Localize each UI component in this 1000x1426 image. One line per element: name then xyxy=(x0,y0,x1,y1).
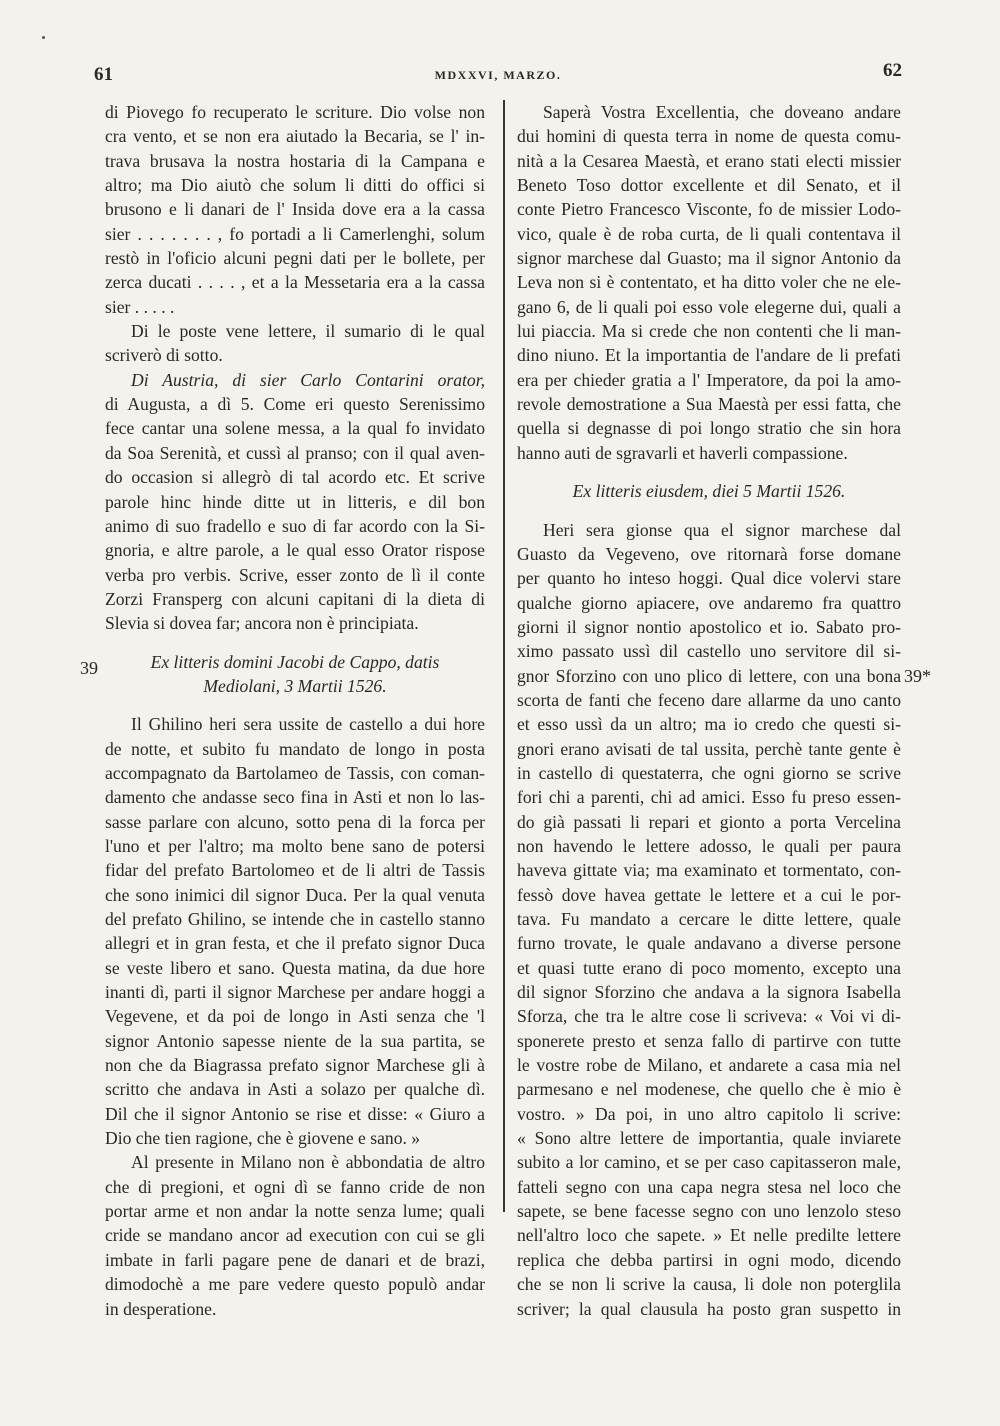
text-line: gnori erano avisati de tal ussita, perchè tante gente è xyxy=(517,738,901,759)
text-line: « Sono altre lettere de importantia, quale inviarete xyxy=(517,1128,901,1149)
text-line: Vegevene, et da poi de longo in Asti senza che 'l xyxy=(105,1006,485,1027)
text-line: parmesano e nel modenese, che quello che è mio è xyxy=(517,1079,901,1100)
text-line: fori chi a parenti, chi ad amici. Esso fu preso essen- xyxy=(517,787,901,808)
text-line: inanti dì, parti il signor Marchese per andare hoggi a xyxy=(105,982,485,1003)
text-line: Di Austria, di sier Carlo Contarini orator, xyxy=(131,369,485,390)
text-line: Beneto Toso dottor excellente et dil Senato, et il xyxy=(517,175,901,196)
text-line: gano 6, de li quali poi esso vole elegerne dui, quali a xyxy=(517,296,901,317)
text-line: ximo passato ussì dil castello uno servitore dil si- xyxy=(517,641,901,662)
text-line: revole demostratione a Sua Maestà per essi fatta, che xyxy=(517,394,901,415)
running-title: MDXXVI, MARZO. xyxy=(434,68,562,82)
margin-number-left: 39 xyxy=(80,658,98,678)
text-line: era per chieder gratia a l' Imperatore, da poi la amo- xyxy=(517,369,901,390)
text-line: scriver; la qual clausula ha posto gran suspetto in xyxy=(517,1298,901,1319)
text-line: nell'altro loco che sapete. » Et nelle predilte lettere xyxy=(517,1225,901,1246)
text-line: se veste libero et sano. Questa matina, da due hore xyxy=(105,957,485,978)
text-line: vostro. » Da poi, in uno altro capitolo li scrive: xyxy=(517,1103,901,1124)
heading-line: Mediolani, 3 Martii 1526. xyxy=(203,675,387,696)
text-line: da Soa Serenità, et cussì al pranso; con il qual aven- xyxy=(105,442,485,463)
text-line: in desperatione. xyxy=(105,1298,217,1319)
text-line: Sforza, che tra le altre cose li scriveva: « Voi vi di- xyxy=(517,1006,901,1027)
text-line: di Augusta, a dì 5. Come eri questo Serenissimo xyxy=(105,394,485,415)
text-line: cride se mandano ancor ad execution con cui se gli xyxy=(105,1225,485,1246)
text-line: Zorzi Fransperg con alcuni capitani di la dieta di xyxy=(105,588,485,609)
text-line: gnor Sforzino con uno plico di lettere, con una bona xyxy=(517,665,901,686)
text-line: l'uno et per l'altro; ma molto bene sano de potersi xyxy=(105,835,485,856)
text-line: Dio che tien ragione, che è giovene e sano. » xyxy=(105,1128,421,1149)
text-line: quella si degnasse di poi longo stratio che sin hora xyxy=(517,418,901,439)
text-line: replica che debba partirsi in ogni modo, dicendo xyxy=(517,1249,901,1270)
text-line: tava. Fu mandato a cercare le ditte lettere, quale xyxy=(517,909,901,929)
text-line: Il Ghilino heri sera ussite de castello a dui hore xyxy=(131,714,485,735)
left-paragraph-2 xyxy=(105,319,485,368)
right-paragraph-1 xyxy=(517,100,901,465)
text-line: do già passati li repari et gionto a porta Vercelina xyxy=(517,811,901,832)
text-line: de notte, et subito fu mandato de longo in posta xyxy=(105,738,485,759)
text-line: Di le poste vene lettere, il sumario di le qual xyxy=(131,321,485,342)
text-line: portar arme et non andar la notte senza lume; quali xyxy=(105,1201,485,1222)
left-paragraph-1 xyxy=(105,100,485,319)
left-paragraph-4 xyxy=(105,712,485,1150)
text-line: Al presente in Milano non è abbondatia de altro xyxy=(131,1152,485,1173)
text-line: signor marchese dal Guasto; ma il signor Antonio da xyxy=(517,248,901,269)
text-line: giorni il signor nontio apostolico et io. Sabato pro- xyxy=(517,616,901,637)
text-line: che di pregioni, et ogni dì se fanno cride de non xyxy=(105,1176,485,1197)
text-line: in castello di questaterra, che ogni giorno se scrive xyxy=(517,762,901,783)
margin-number-right: 39* xyxy=(904,666,931,686)
text-line: conte Pietro Francesco Visconte, fo de missier Lodo- xyxy=(517,199,901,220)
text-line: non havendo le lettere adosso, le quali per paura xyxy=(517,835,901,856)
text-line: altro; ma Dio aiutò che solum li ditti do offici si xyxy=(105,175,485,196)
text-line: sier . . . . . . . , fo portadi a li Camerlenghi, solum xyxy=(105,223,485,244)
text-line: scritto che andava in Asti a solazo per qualche dì. xyxy=(105,1079,485,1100)
text-line: dil signor Sforzino che andava a la signora Isabella xyxy=(517,982,901,1003)
text-line: sier . . . . . xyxy=(105,296,175,317)
print-speck xyxy=(42,36,45,39)
text-line: accompagnato da Bartolameo de Tassis, con coman- xyxy=(105,762,485,783)
text-line: dino niuno. Et la importantia de l'andare de li prefati xyxy=(517,345,901,366)
text-line: Saperà Vostra Excellentia, che doveano andare xyxy=(543,102,901,122)
text-line: trava brusava la nostra hostaria di la Campana e xyxy=(105,150,485,171)
text-line: fessò dove havea gettate le lettere et a cui le por- xyxy=(517,884,901,905)
text-line: do occasion si allegrò di tal acordo etc. Et scrive xyxy=(105,467,485,488)
text-line: haveva gittate via; ma examinato et tormentato, con- xyxy=(517,860,901,881)
text-line: Guasto da Vegeveno, ove ritornarà forse domane xyxy=(517,543,901,564)
text-line: furno trovate, le quale andavano a diverse persone xyxy=(517,933,901,954)
left-column xyxy=(105,100,485,1321)
text-line: hanno auti de sgravarli et haverli compassione. xyxy=(517,442,848,463)
left-paragraph-3 xyxy=(105,368,485,636)
text-line: et esso ussì da un altro; ma io credo che questi si- xyxy=(517,714,901,735)
text-line: Dil che il signor Antonio se rise et disse: « Giuro a xyxy=(105,1103,485,1124)
text-line: sasse parlare con alcuno, sotto pena di la forca per xyxy=(105,811,485,832)
text-line: sapete, se bene facesse segno con uno lenzolo steso xyxy=(517,1201,901,1222)
right-paragraph-2 xyxy=(517,518,901,1321)
text-line: qualche giorno apiacere, ove andaremo fra quattro xyxy=(517,592,901,613)
text-line: scorta de fanti che feceno dare allarme da uno canto xyxy=(517,689,901,710)
text-line: cra vento, et se non era aiutado la Becaria, se l' in- xyxy=(105,126,485,147)
left-paragraph-5 xyxy=(105,1150,485,1320)
text-line: Heri sera gionse qua el signor marchese dal xyxy=(543,519,901,540)
text-line: nità a la Cesarea Maestà, et erano stati electi missier xyxy=(517,150,901,171)
text-line: signor Antonio sapesse niente de la sua partita, se xyxy=(105,1030,485,1051)
text-line: animo di suo fradello e suo di far acordo con la Si- xyxy=(105,515,485,536)
text-line: fece cantar una solene messa, a la qual fo invidato xyxy=(105,418,485,439)
text-line: damento che andasse seco fina in Asti et non lo las- xyxy=(105,787,485,808)
text-line: Slevia si dovea far; ancora non è principiata. xyxy=(105,613,419,634)
text-line: che sono inimici dil signor Duca. Per la qual venuta xyxy=(105,884,485,905)
text-line: brusono e li danari de l' Insida dove era a la cassa xyxy=(105,199,485,220)
text-line: Leva non si è contentato, et ha ditto voler che ne ele- xyxy=(517,272,901,293)
text-line: dui homini di questa terra in nome de questa comu- xyxy=(517,126,901,147)
text-line: scriverò di sotto. xyxy=(105,345,223,366)
text-line: di Piovego fo recuperato le scriture. Dio volse non xyxy=(105,102,485,122)
letter-heading-1 xyxy=(105,650,485,699)
text-line: et quasi tutte erano di poco momento, excepto una xyxy=(517,957,901,978)
text-line: vico, quale è de roba curta, de li quali contentava il xyxy=(517,223,901,244)
page-header xyxy=(94,60,902,94)
text-line: lui piaccia. Ma si crede che non contenti che li man- xyxy=(517,321,901,342)
text-line: fidar del prefato Bartolomeo et de li altri de Tassis xyxy=(105,860,485,881)
text-line: gnoria, e altre parole, a le qual esso Orator rispose xyxy=(105,540,485,561)
text-line: imbate in farli pagare pene de danari et de brazi, xyxy=(105,1249,485,1270)
text-line: zerca ducati . . . . , et a la Messetaria era a la cassa xyxy=(105,272,485,293)
text-line: dimodochè a me pare vedere questo populò andar xyxy=(105,1274,485,1295)
text-line: allegri et in gran festa, et che il prefato signor Duca xyxy=(105,933,485,954)
heading-line: Ex litteris domini Jacobi de Cappo, datis xyxy=(150,651,440,672)
column-divider xyxy=(503,100,505,1212)
text-line: per quanto ho inteso hoggi. Qual dice volervi stare xyxy=(517,568,901,589)
text-line: parole hinc hinde ditte ut in litteris, e dil bon xyxy=(105,491,485,512)
text-line: non che da Biagrassa prefato signor Marchese gli à xyxy=(105,1055,485,1076)
text-line: fatteli segno con una capa negra stesa nel loco che xyxy=(517,1176,901,1197)
right-column xyxy=(517,100,901,1321)
text-line: sponerete presto et senza fallo di partirve con tutte xyxy=(517,1030,901,1051)
page-number-left: 61 xyxy=(94,64,113,85)
letter-heading-2: Ex litteris eiusdem, diei 5 Martii 1526. xyxy=(572,481,846,502)
page-number-right: 62 xyxy=(883,60,902,81)
text-line: del prefato Ghilino, se intende che in castello stanno xyxy=(105,909,485,929)
text-line: le vostre robe de Milano, et andarete a casa mia nel xyxy=(517,1055,901,1076)
text-line: restò in l'oficio alcuni pegni dati per le bollete, per xyxy=(105,248,485,269)
text-line: verba pro verbis. Scrive, esser zonto de lì il conte xyxy=(105,564,485,585)
text-line: subito a lor camino, et se per caso capitasseron male, xyxy=(517,1152,901,1173)
text-line: che se non li scrive la causa, li dole non poterglila xyxy=(517,1274,901,1295)
